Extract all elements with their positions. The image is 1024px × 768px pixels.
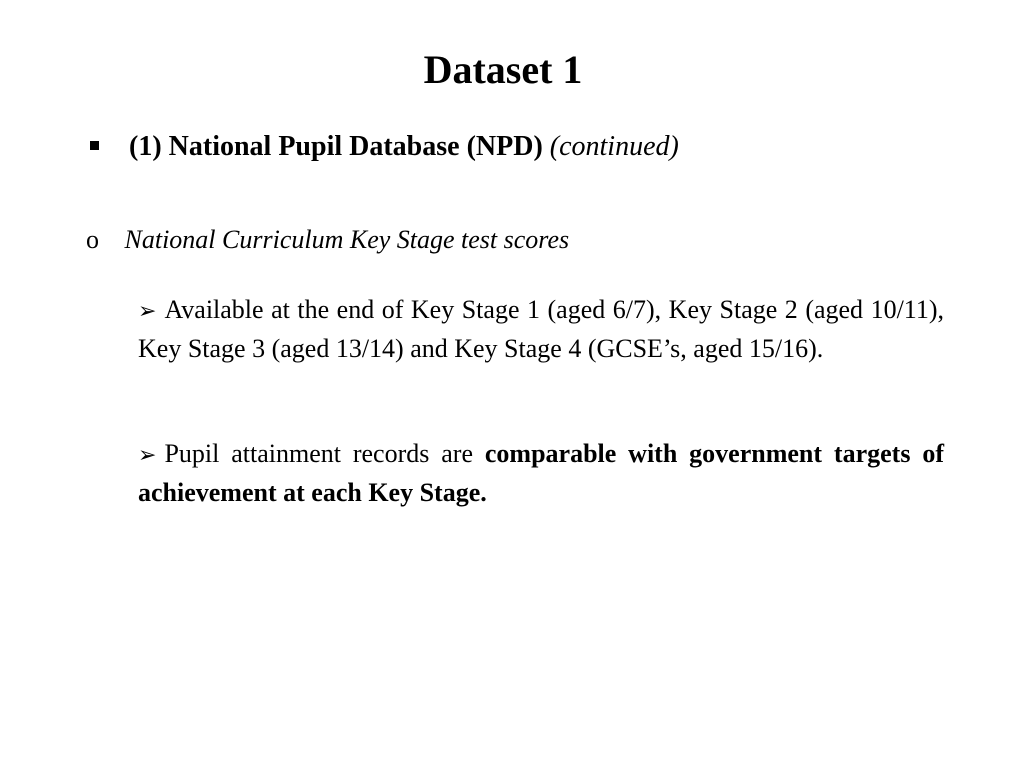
level3-bullet-item-2 [138, 435, 944, 511]
circle-bullet-icon: o [86, 225, 99, 254]
level3-text-2-bold: comparable with government targets of achievement at each Key Stage. [138, 439, 944, 507]
level1-bullet-item [86, 127, 946, 167]
arrow-bullet-icon: ➢ [138, 443, 157, 468]
level2-bullet-item [86, 222, 946, 258]
level3-bullet-item-1 [138, 291, 944, 367]
square-bullet-icon [90, 141, 99, 150]
arrow-bullet-icon: ➢ [138, 299, 157, 324]
level3-text-1: Available at the end of Key Stage 1 (aged 6/7), Key Stage 2 (aged 10/11), Key Stage 3 (aged 13/14) and Key Stage 4 (GCSE’s, aged 15/16). [138, 295, 944, 363]
level2-text: National Curriculum Key Stage test scores [124, 225, 570, 254]
level1-bold-text: (1) National Pupil Database (NPD) [129, 131, 543, 162]
level1-italic-text: (continued) [549, 131, 679, 162]
slide-title: Dataset 1 [423, 47, 583, 92]
level3-text-2-plain: Pupil attainment records are [164, 439, 485, 468]
